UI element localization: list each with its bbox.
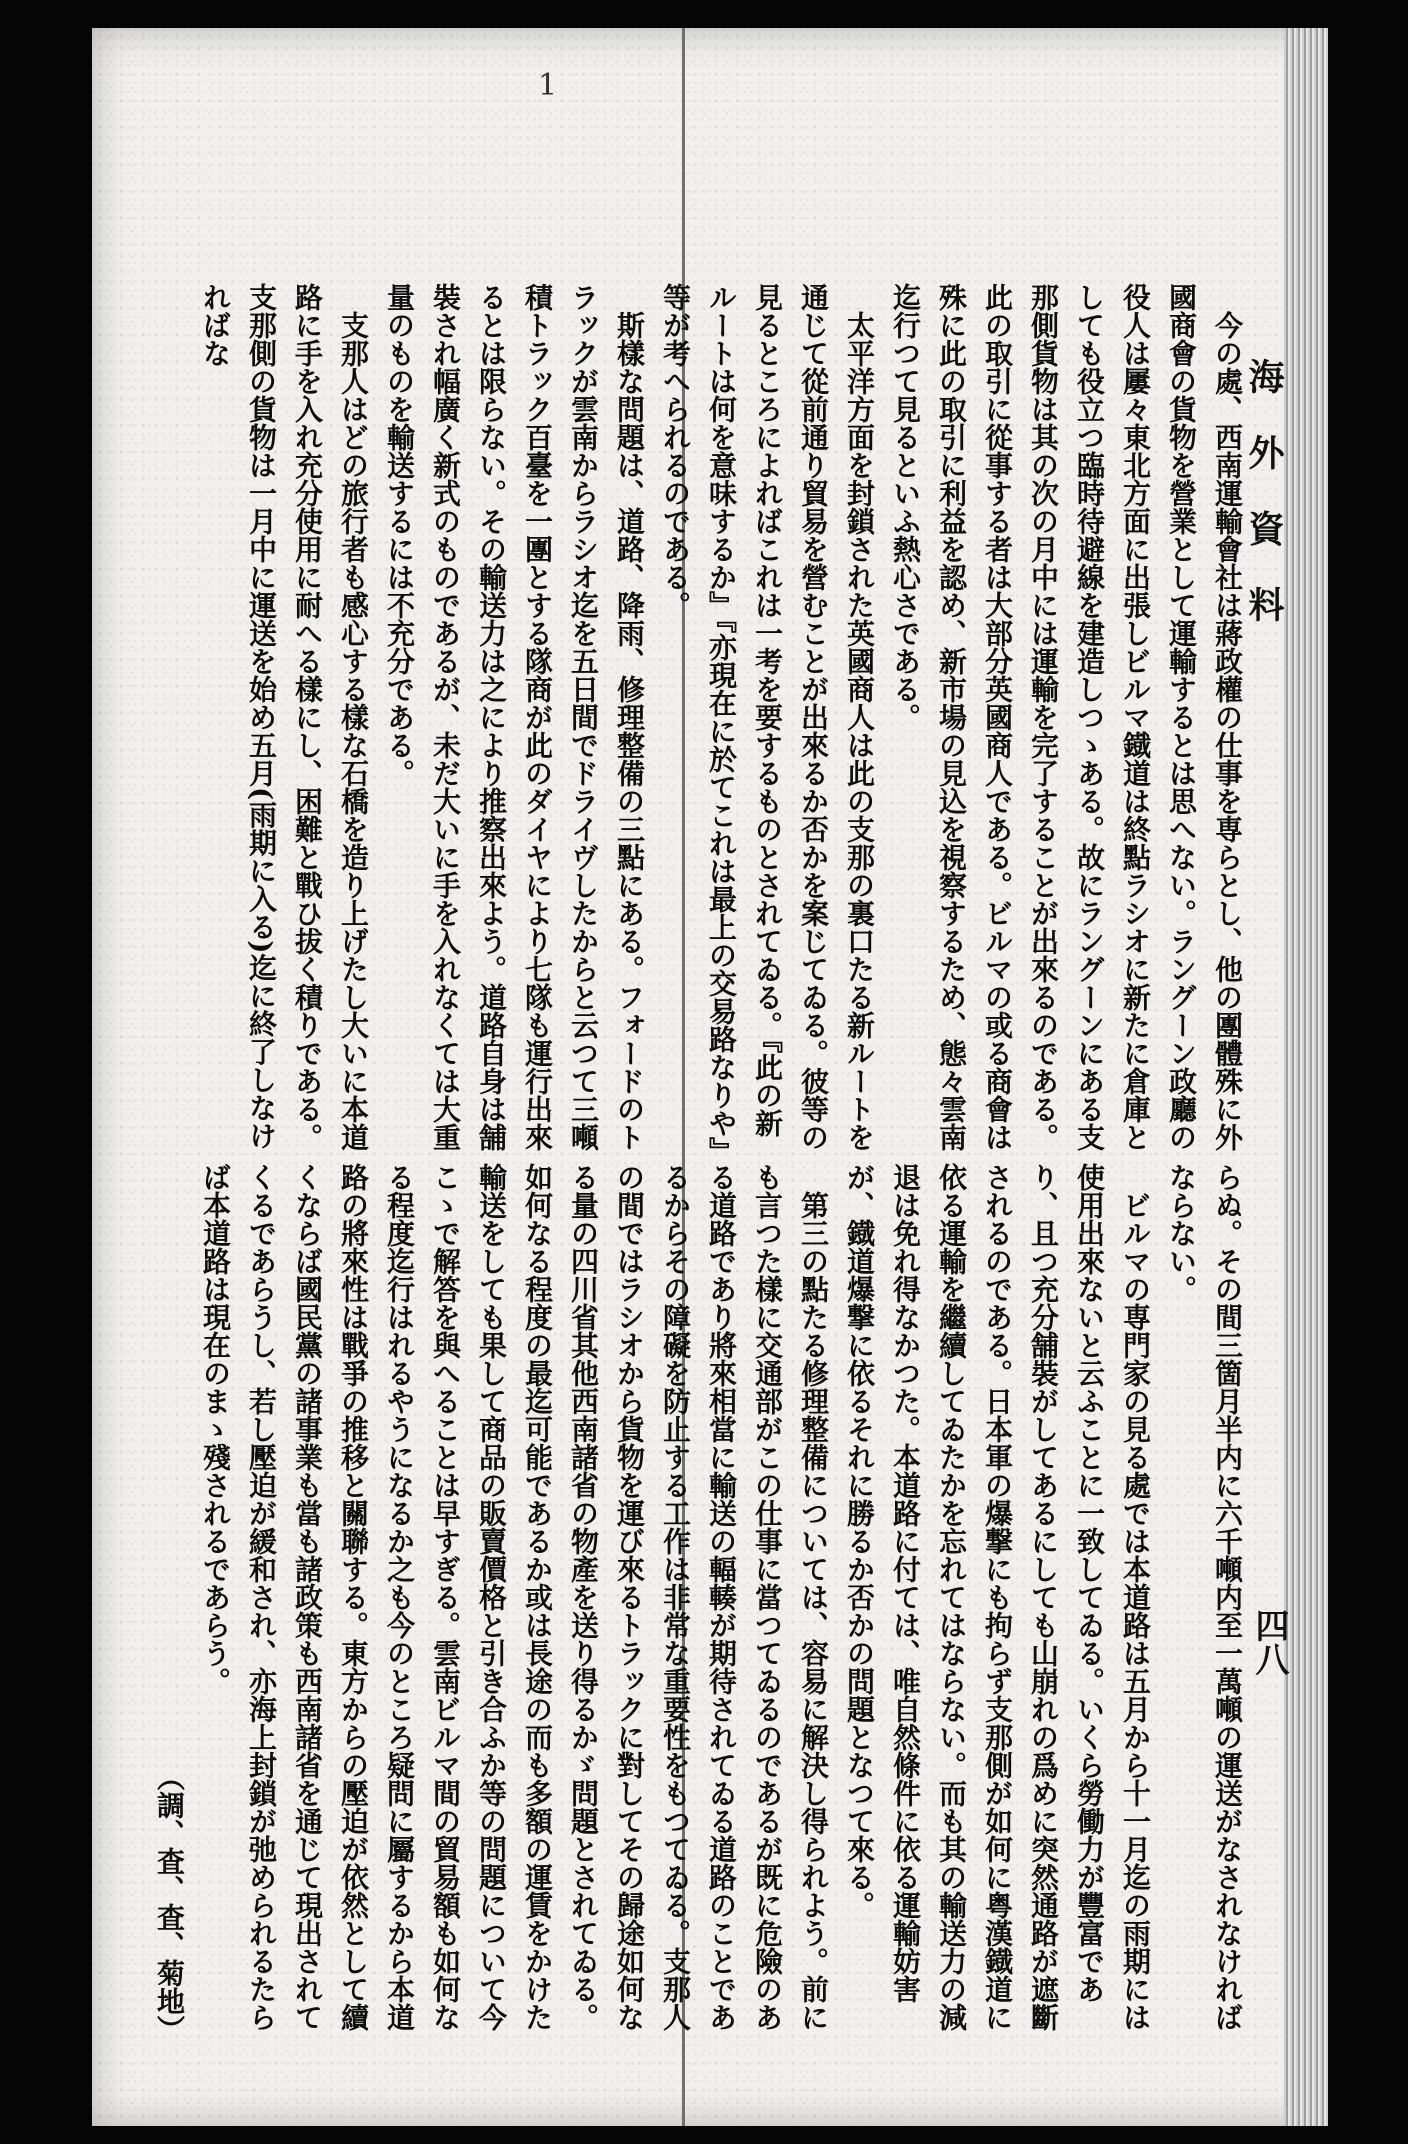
upper-text-block [190,283,1250,1153]
margin-mark: 1 [538,68,558,103]
paragraph: 支那人はどの旅行者も感心する樣な石橋を造り上げたし大いに本道路に手を入れ充分使用に耐へる樣にし、困難と戰ひ拔く積りである。支那側の貨物は一月中に運送を始め五月(雨期に入る)迄に終了しなければな [199,283,370,1151]
page-spine-edge [1284,28,1328,2126]
paragraph: ビルマの専門家の見る處では本道路は五月から十一月迄の雨期には使用出來ないと云ふことに一致してゐる。いくら勞働力が豐富であり、且つ充分舗裝がしてあるにしても山崩れの爲めに突然通路が遮斷されるのである。日本軍の爆撃にも拘らず支那側が如何に粤漢鐡道に依る運輸を繼續してゐたかを忘れてはならない。而も其の輸送力の減退は免れ得なかつた。本道路に付ては、唯自然條件に依る運輸妨害が、鐡道爆撃に依るそれに勝るか否かの問題となつて來る。 [843,1163,1152,2031]
paragraph: 太平洋方面を封鎖された英國商人は此の支那の裏口たる新ルートを通じて從前通り貿易を營むことが出來るか否かを案じてゐる。彼等の見るところによればこれは一考を要するものとされてゐる。『此の新ルートは何を意味するか』『亦現在に於てこれは最上の交易路なりや』等が考へられるのである。 [659,283,876,1151]
running-header-title: 海外資料 [1243,358,1285,662]
paragraph: 斯樣な問題は、道路、降雨、修理整備の三點にある。フォードのトラックが雲南からラシオ迄を五日間でドライヴしたからと云つて三噸積トラック百臺を一團とする隊商が此のダイヤにより七隊も運行出來るとは限らない。その輸送力は之により推察出來よう。道路自身は舗裝され幅廣く新式のものであるが、未だ大いに手を入れなくては大重量のものを輸送するには不充分である。 [383,283,646,1151]
page-number: 四八 [1249,1608,1289,1676]
lower-text-block [153,1163,1250,2043]
paragraph: らぬ。その間三箇月半内に六千噸内至一萬噸の運送がなされなければならない。 [1165,1163,1244,2031]
book-page [92,28,1328,2126]
paragraph: 第三の點たる修理整備については、容易に解決し得られよう。前にも言つた樣に交通部がこの仕事に當つてゐるのであるが既に危險のある道路であり將來相當に輸送の輻輳が期待されてゐる道路のことであるからその障礙を防止する工作は非常な重要性をもつてゐる。支那人の間ではラシオから貨物を運び來るトラックに對してその歸途如何なる量の四川省其他西南諸省の物產を送り得るかゞ問題とされてゐる。如何なる程度の最迄可能であるか或は長途の而も多額の運賃をかけた輸送をしても果して商品の販賣價格と引き合ふか等の問題について今こゝで解答を與へることは早すぎる。雲南ビルマ間の貿易額も如何なる程度迄行はれるやうになるか之も今のところ疑問に屬するから本道路の將來性は戰爭の推移と關聯する。東方からの壓迫が依然として續くならば國民黨の諸事業も當も諸政策も西南諸省を通じて現出されてくるであらうし、若し壓迫が緩和され、亦海上封鎖が弛められるたらば本道路は現在のまゝ殘されるであらう。 [199,1163,830,2031]
paragraph: 今の處、西南運輸會社は蔣政權の仕事を専らとし、他の團體殊に外國商會の貨物を營業として運輸するとは思へない。ラングーン政廳の役人は屢々東北方面に出張しビルマ鐡道は終點ラシオに新たに倉庫としても役立つ臨時待避線を建造しつゝある。故にラングーンにある支那側貨物は其の次の月中には運輸を完了することが出來るのである。此の取引に從事する者は大部分英國商人である。ビルマの或る商會は殊に此の取引に利益を認め、新市場の見込を視察するため、態々雲南迄行つて見るといふ熱心さである。 [889,283,1244,1151]
author-signature: （調、査、査、菊地） [153,1763,186,2043]
